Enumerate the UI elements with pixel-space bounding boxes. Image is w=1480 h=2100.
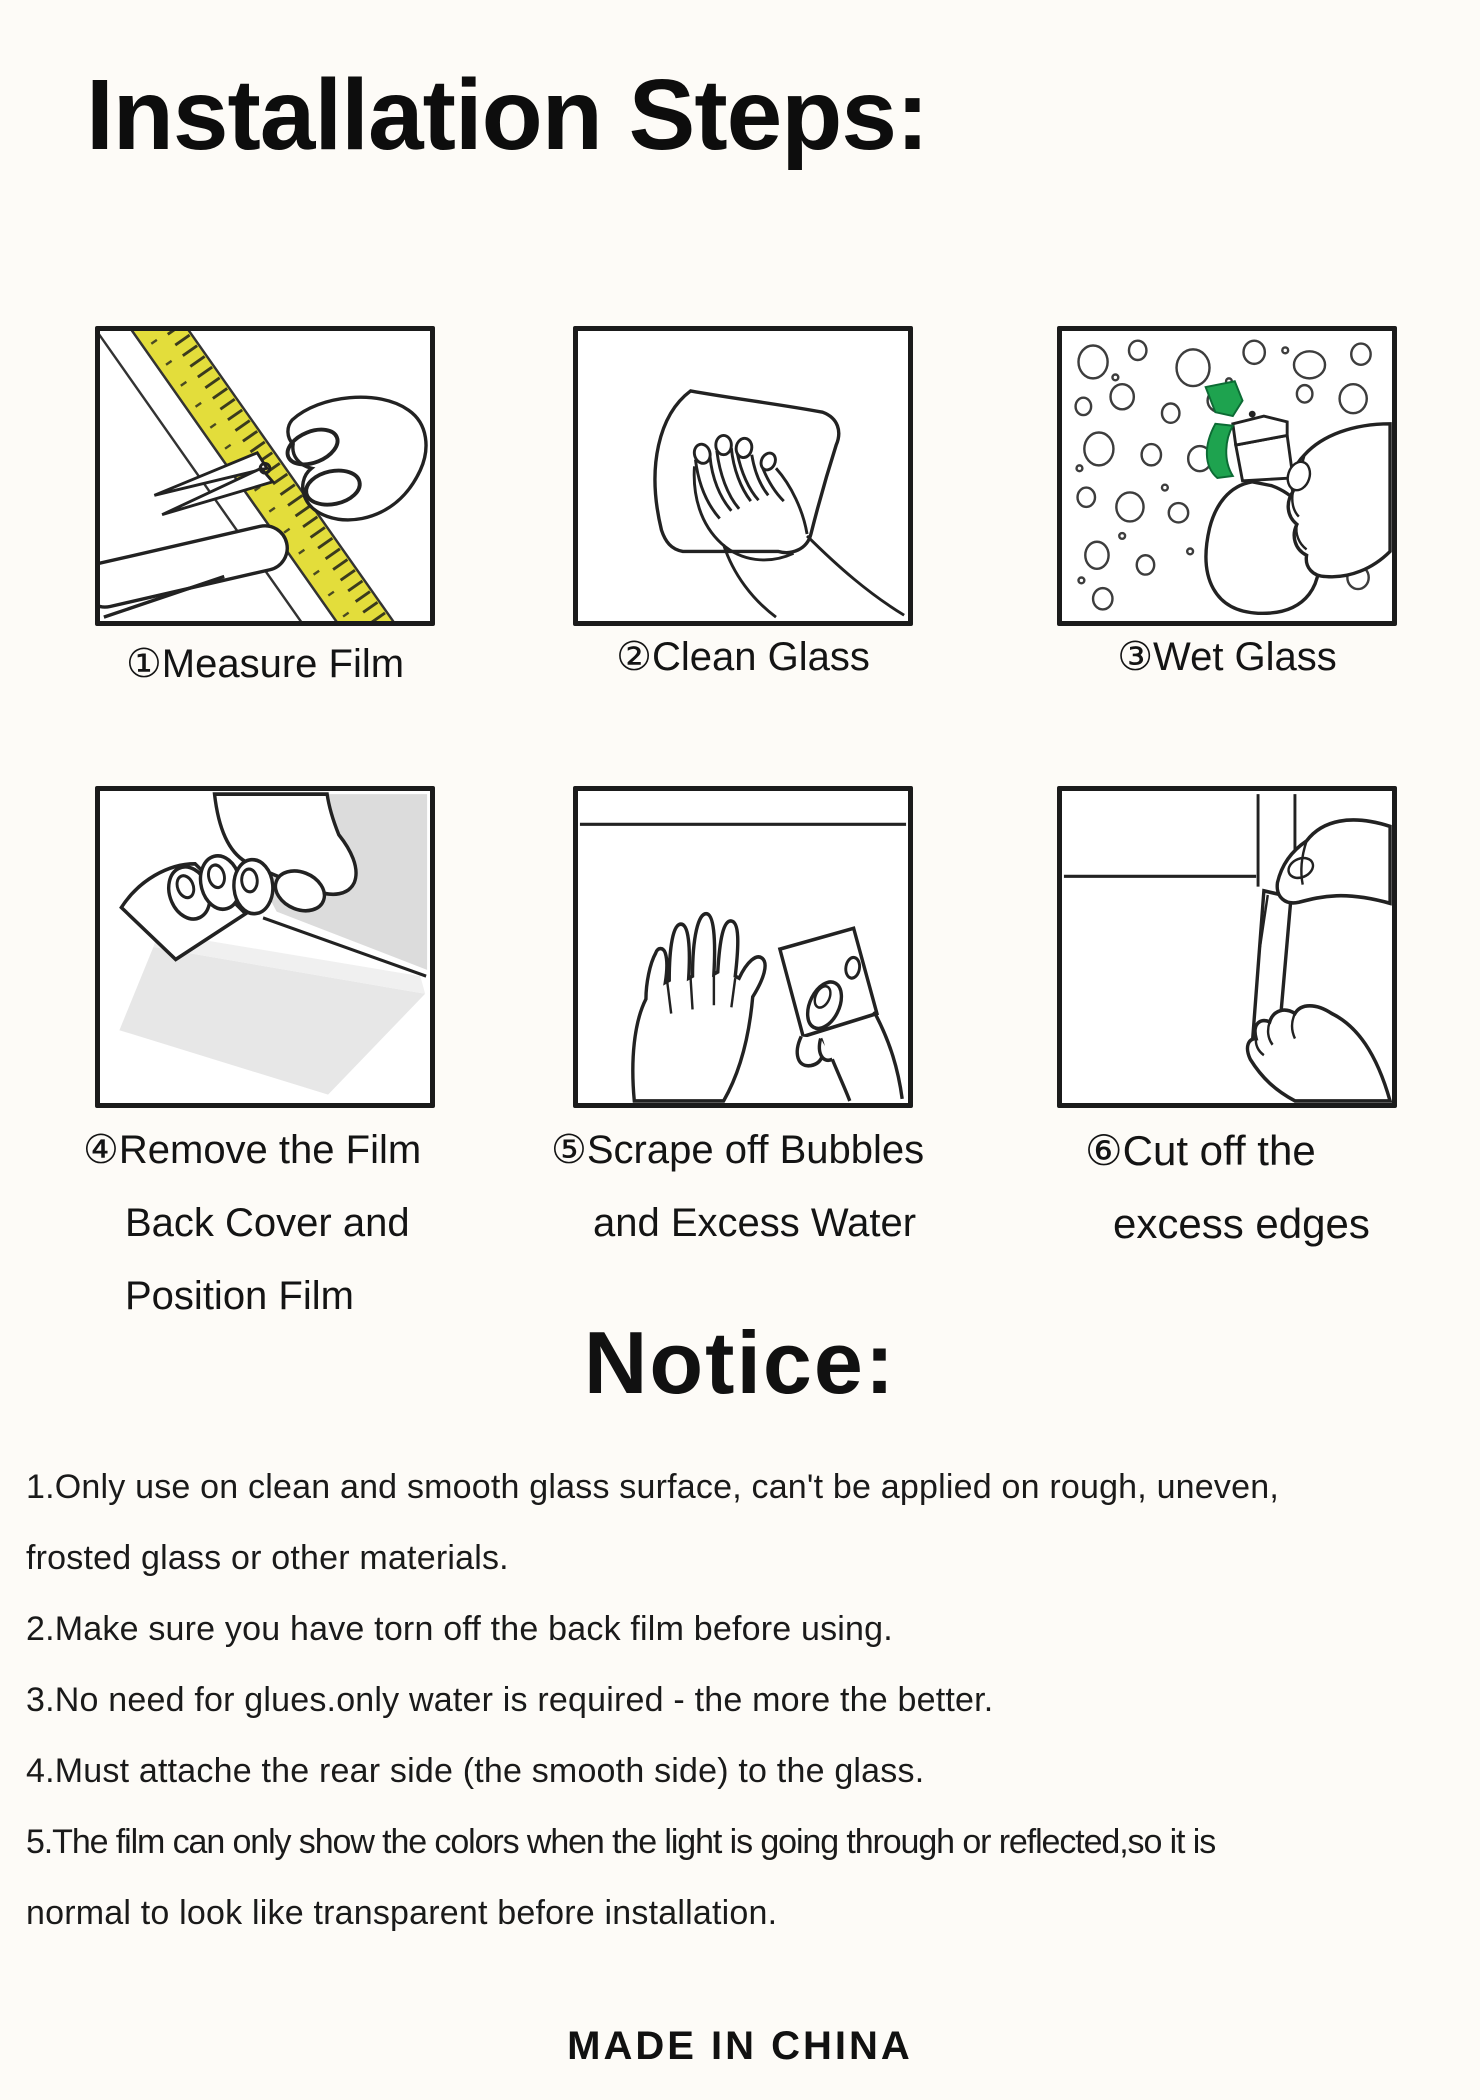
wipe-cloth-icon bbox=[578, 331, 908, 621]
notice-item-5: 5.The film can only show the colors when the light is going through or reflected,so it is bbox=[26, 1823, 1216, 1861]
spray-bottle-icon bbox=[1062, 331, 1392, 621]
notice-item-1: 1.Only use on clean and smooth glass surface, can't be applied on rough, uneven, bbox=[26, 1468, 1279, 1506]
notice-item-2: 2.Make sure you have torn off the back film before using. bbox=[26, 1610, 893, 1648]
caption-line: ②Clean Glass bbox=[616, 635, 870, 679]
trigger-cap bbox=[1206, 381, 1243, 416]
caption-line: and Excess Water bbox=[593, 1201, 917, 1245]
utility-knife-icon bbox=[1062, 791, 1392, 1103]
ruler-scissors-icon bbox=[100, 331, 430, 621]
film-sheet-bottom bbox=[119, 947, 425, 1095]
film-roll bbox=[100, 521, 292, 617]
lower-hand bbox=[1247, 1006, 1390, 1101]
made-in-china-label: MADE IN CHINA bbox=[567, 2024, 913, 2068]
step-5-caption bbox=[551, 1114, 924, 1260]
notice-item-3: 3.No need for glues.only water is required - the more the better. bbox=[26, 1681, 994, 1719]
step-2-caption bbox=[573, 633, 913, 681]
notice-item-5-cont: normal to look like transparent before installation. bbox=[26, 1894, 778, 1932]
step-4-caption bbox=[83, 1114, 421, 1333]
notice-item-4: 4.Must attache the rear side (the smooth side) to the glass. bbox=[26, 1752, 925, 1790]
caption-line: ①Measure Film bbox=[125, 642, 405, 686]
notice-item-1-cont: frosted glass or other materials. bbox=[26, 1539, 509, 1577]
step-5-box bbox=[573, 786, 913, 1108]
caption-line: ③Wet Glass bbox=[1117, 635, 1337, 679]
step-6-caption bbox=[1085, 1114, 1370, 1260]
step-6-box bbox=[1057, 786, 1397, 1108]
step-3-box bbox=[1057, 326, 1397, 626]
hand bbox=[288, 397, 426, 520]
caption-line: Back Cover and bbox=[125, 1201, 410, 1245]
cloth bbox=[655, 391, 839, 553]
step-3-caption bbox=[1057, 633, 1397, 681]
caption-line: excess edges bbox=[1113, 1200, 1370, 1247]
caption-line: Position Film bbox=[125, 1274, 354, 1318]
step-1-caption bbox=[95, 640, 435, 688]
caption-line: ⑥Cut off the bbox=[1085, 1127, 1316, 1174]
page-title: Installation Steps: bbox=[86, 59, 929, 171]
step-1-box bbox=[95, 326, 435, 626]
caption-line: ⑤Scrape off Bubbles bbox=[551, 1128, 925, 1172]
step-4-box bbox=[95, 786, 435, 1108]
trigger-lever bbox=[1207, 424, 1233, 478]
notice-title: Notice: bbox=[583, 1313, 897, 1412]
peel-film-icon bbox=[100, 791, 430, 1103]
caption-line: ④Remove the Film bbox=[83, 1128, 422, 1172]
step-2-box bbox=[573, 326, 913, 626]
notice-list bbox=[26, 1452, 1470, 1949]
squeegee-icon bbox=[578, 791, 908, 1103]
pressing-hand bbox=[633, 914, 765, 1101]
